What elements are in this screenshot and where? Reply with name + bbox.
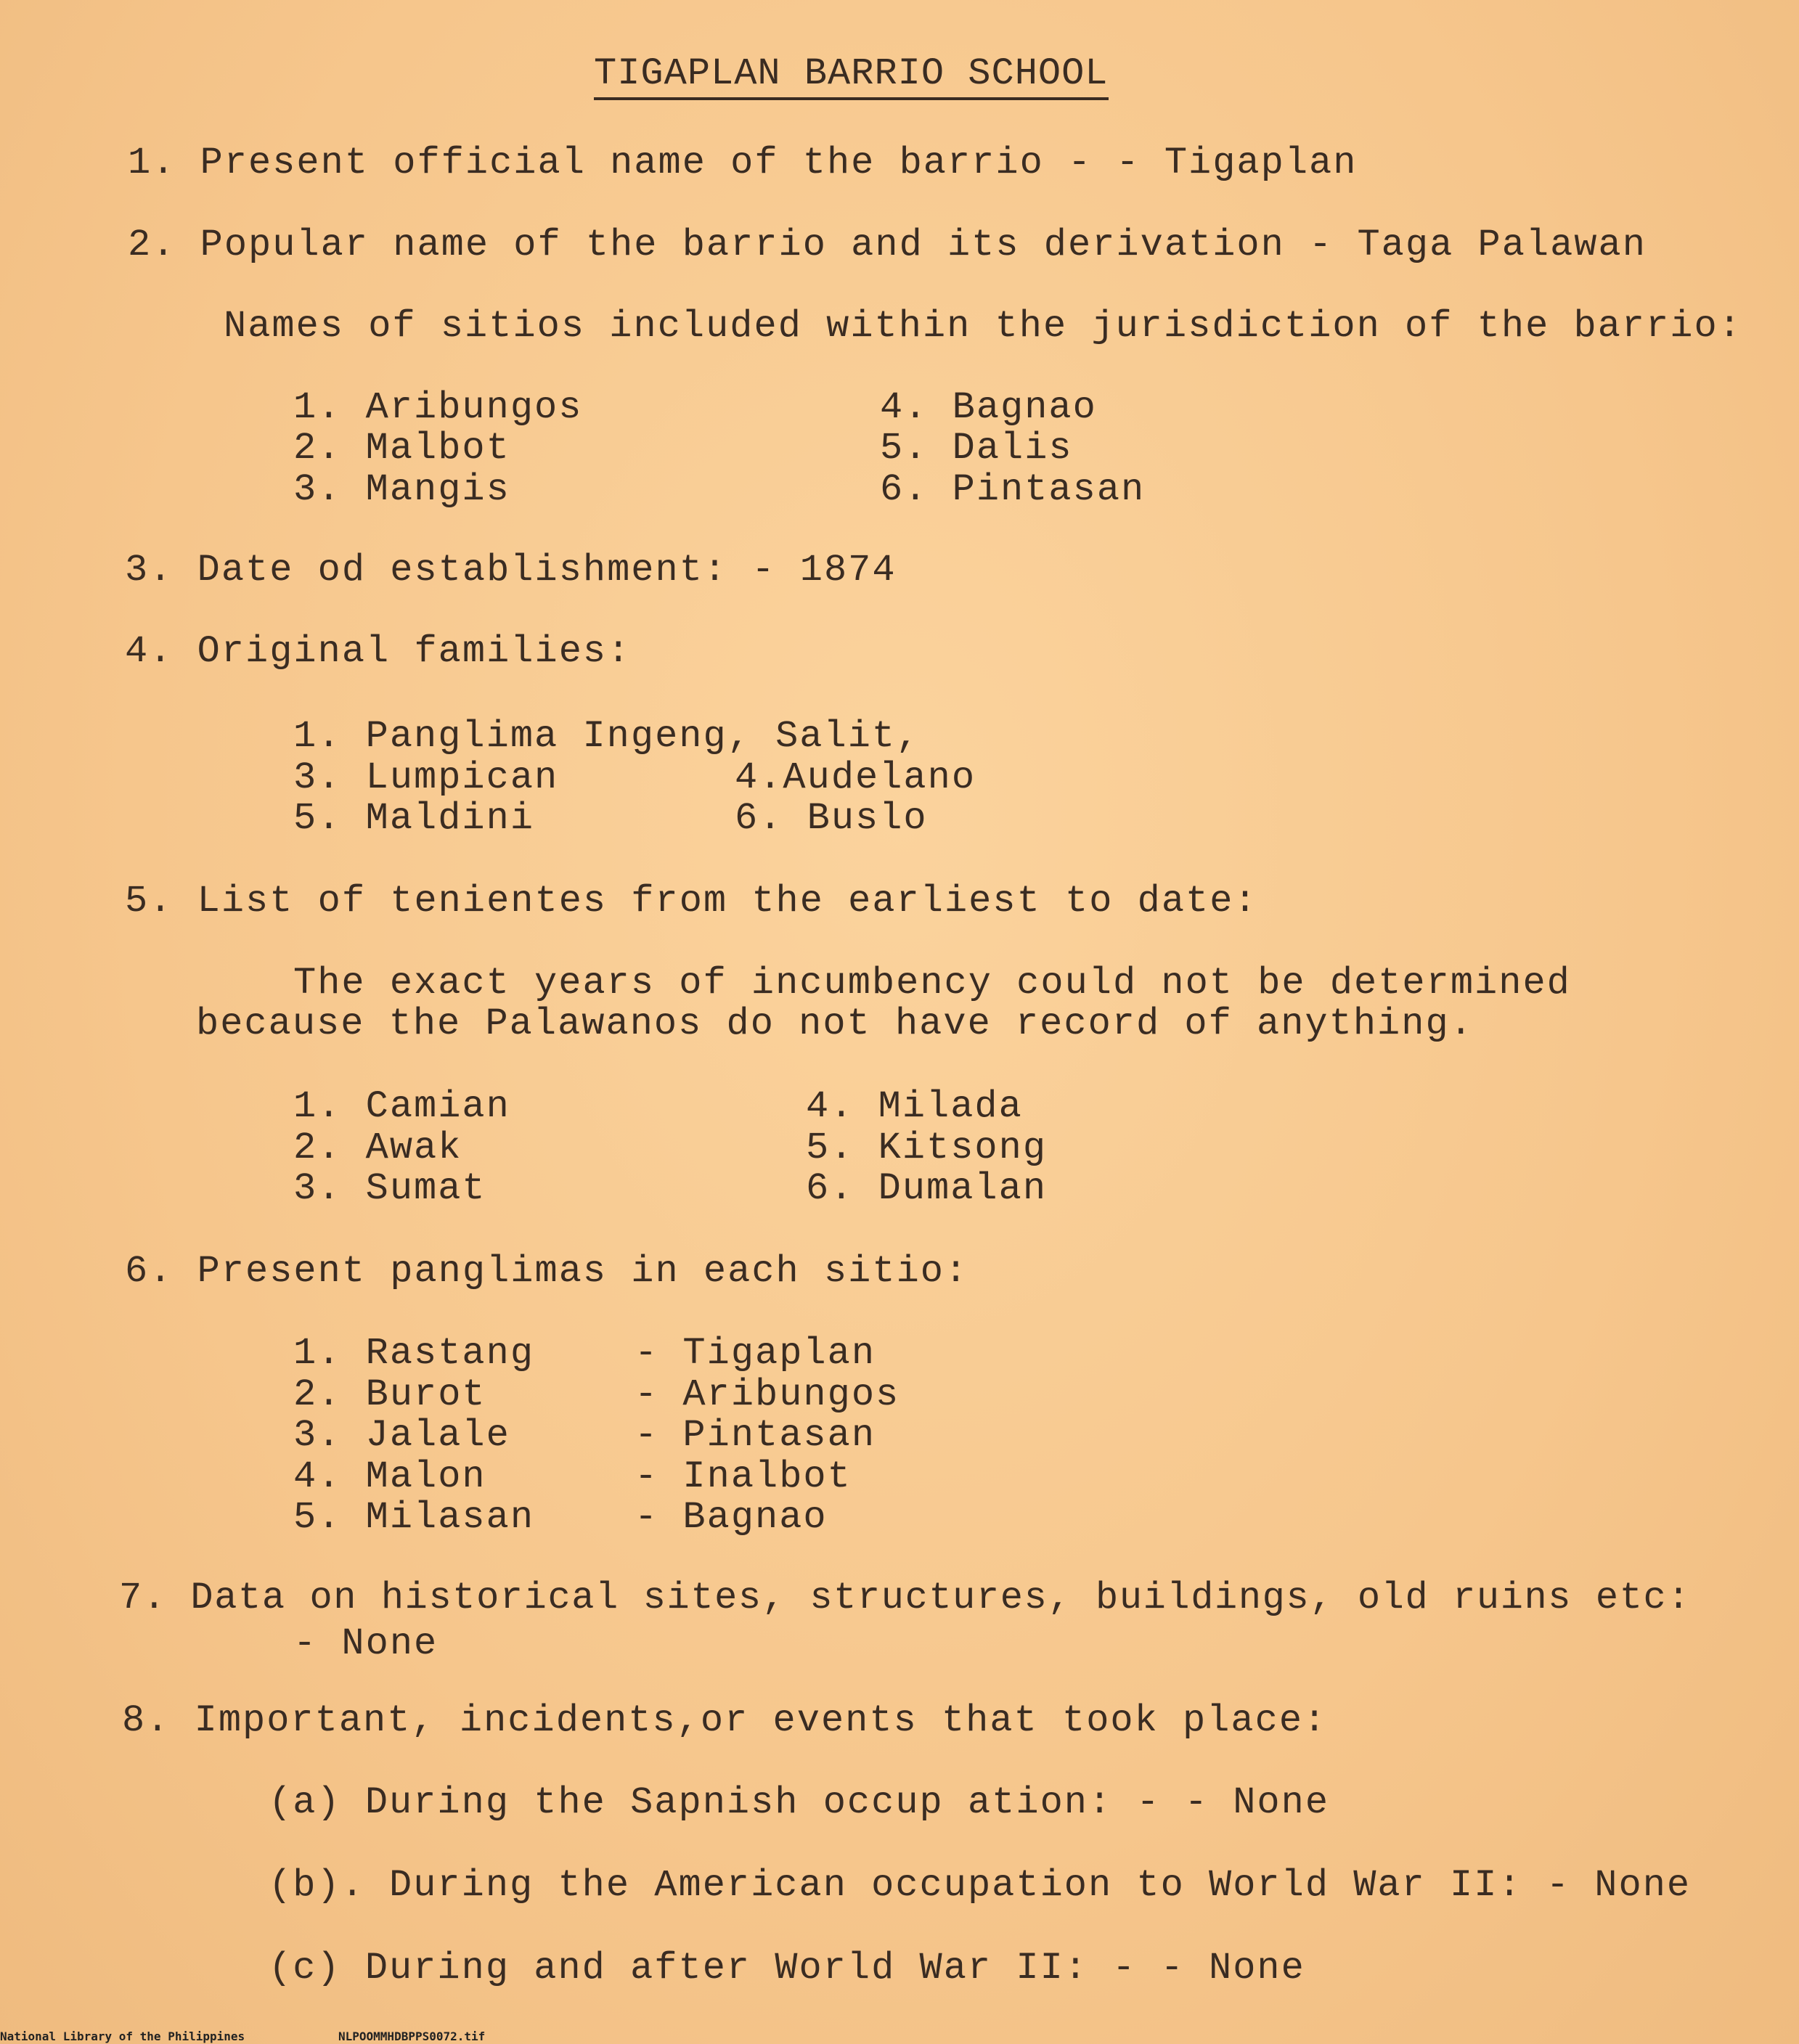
item-5: 5. List of tenientes from the earliest to date: <box>125 880 1258 923</box>
family-1-2: 1. Panglima Ingeng, Salit, <box>293 715 921 758</box>
family-3: 3. Lumpican <box>293 756 559 799</box>
item-8c: (c) During and after World War II: - - None <box>269 1947 1305 1990</box>
sitio-4: 4. Bagnao <box>880 386 1097 429</box>
panglima-sitio-1: - Tigaplan <box>635 1332 876 1375</box>
item-3: 3. Date od establishment: - 1874 <box>125 549 897 592</box>
panglima-name-1: 1. Rastang <box>293 1332 535 1375</box>
family-4: 4.Audelano <box>735 756 976 799</box>
item-1: 1. Present official name of the barrio - - Tigaplan <box>128 142 1358 184</box>
item-8: 8. Important, incidents,or events that took place: <box>122 1699 1328 1742</box>
family-6: 6. Buslo <box>735 797 928 840</box>
teniente-3: 3. Sumat <box>293 1167 486 1210</box>
sitio-3: 3. Mangis <box>293 468 510 511</box>
tenientes-note-line-2: because the Palawanos do not have record of anything. <box>196 1002 1474 1045</box>
sitio-2: 2. Malbot <box>293 427 510 470</box>
sitio-6: 6. Pintasan <box>880 468 1146 511</box>
panglima-sitio-4: - Inalbot <box>635 1455 852 1498</box>
sitio-5: 5. Dalis <box>880 427 1073 470</box>
sitio-1: 1. Aribungos <box>293 386 583 429</box>
item-8a: (a) During the Sapnish occup ation: - - None <box>269 1781 1330 1824</box>
item-2: 2. Popular name of the barrio and its derivation - Taga Palawan <box>128 224 1647 266</box>
panglima-sitio-5: - Bagnao <box>635 1496 828 1539</box>
panglima-name-5: 5. Milasan <box>293 1496 535 1539</box>
panglima-name-4: 4. Malon <box>293 1455 486 1498</box>
sitios-intro: Names of sitios included within the jurisdiction of the barrio: <box>224 305 1742 348</box>
teniente-4: 4. Milada <box>806 1085 1023 1128</box>
footer-file-name: NLPOOMMHDBPPS0072.tif <box>338 2029 486 2043</box>
tenientes-note-line-1: The exact years of incumbency could not be determined <box>293 962 1571 1005</box>
panglima-name-3: 3. Jalale <box>293 1414 510 1457</box>
panglima-sitio-2: - Aribungos <box>635 1373 900 1416</box>
panglima-name-2: 2. Burot <box>293 1373 486 1416</box>
teniente-1: 1. Camian <box>293 1085 510 1128</box>
item-7-answer: - None <box>293 1622 438 1665</box>
item-6: 6. Present panglimas in each sitio: <box>125 1250 969 1293</box>
page-title: TIGAPLAN BARRIO SCHOOL <box>594 52 1109 100</box>
item-7: 7. Data on historical sites, structures, buildings, old ruins etc: <box>119 1577 1692 1619</box>
teniente-6: 6. Dumalan <box>806 1167 1048 1210</box>
item-8b: (b). During the American occupation to World War II: - None <box>269 1864 1692 1907</box>
panglima-sitio-3: - Pintasan <box>635 1414 876 1457</box>
family-5: 5. Maldini <box>293 797 535 840</box>
footer-library-credit: National Library of the Philippines <box>0 2029 245 2043</box>
teniente-5: 5. Kitsong <box>806 1127 1048 1169</box>
teniente-2: 2. Awak <box>293 1127 462 1169</box>
item-4: 4. Original families: <box>125 630 632 673</box>
